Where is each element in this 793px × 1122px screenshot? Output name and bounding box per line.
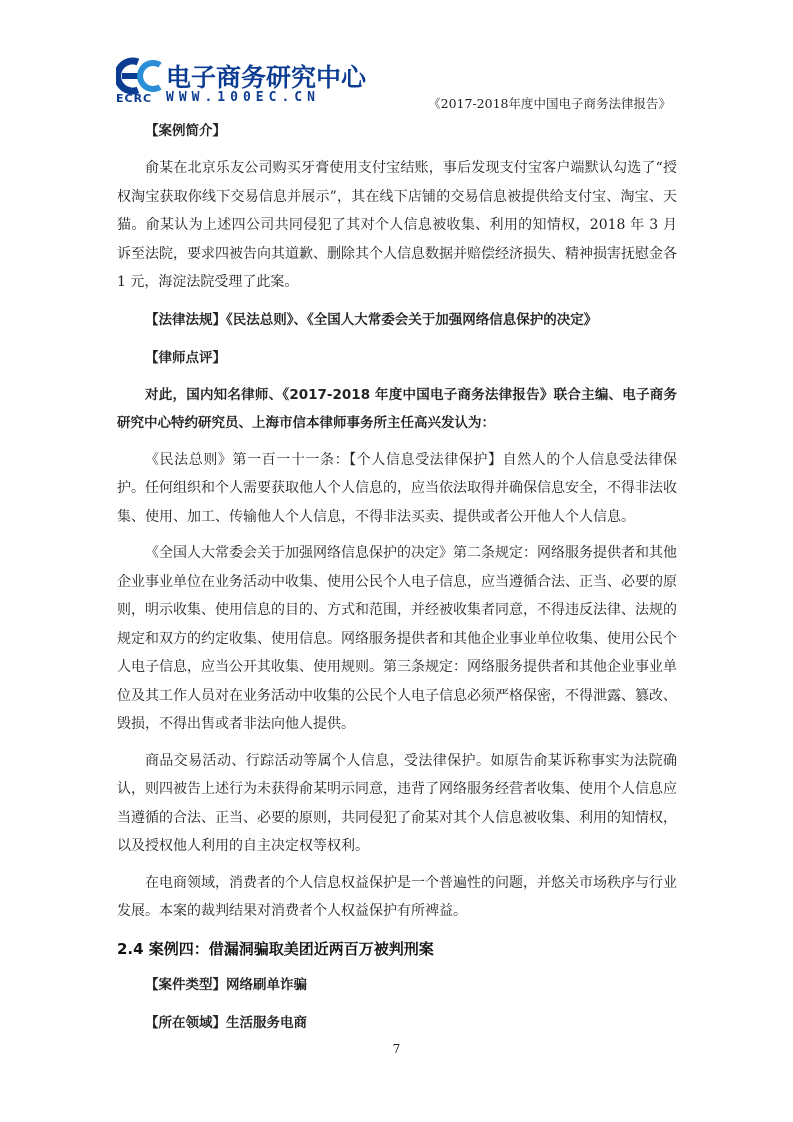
lawyer-comment-label: 【律师点评】 (145, 349, 226, 366)
document-body (117, 116, 677, 1038)
domain-label: 【所在领域】生活服务电商 (145, 1014, 307, 1031)
page-number: 7 (392, 1042, 401, 1056)
page-header (0, 0, 793, 115)
lawyer-comment-intro: 对此，国内知名律师、《2017-2018 年度中国电子商务法律报告》联合主编、电子商务研究中心特约研究员、上海市信本律师事务所主任高兴发认为： (117, 386, 677, 431)
comment-paragraph-1: 《民法总则》第一百一十一条：【个人信息受法律保护】自然人的个人信息受法律保护。任何组织和个人需要获取他人个人信息的，应当依法取得并确保信息安全，不得非法收集、使用、加工、传输他人个人信息，不得非法买卖、提供或者公开他人个人信息。 (117, 451, 677, 525)
brand-url: WWW.100EC.CN (166, 90, 320, 105)
section-heading: 2.4 案例四：借漏洞骗取美团近两百万被判刑案 (117, 939, 434, 958)
ecrc-logo (116, 56, 376, 108)
case-intro-label: 【案例简介】 (145, 123, 226, 139)
comment-paragraph-3: 商品交易活动、行踪活动等属个人信息，受法律保护。如原告俞某诉称事实为法院确认，则四被告上述行为未获得俞某明示同意，违背了网络服务经营者收集、使用个人信息应当遵循的合法、正当、必要的原则，共同侵犯了俞某对其个人信息被收集、利用的知情权，以及授权他人利用的自主决定权等权利。 (117, 752, 677, 854)
comment-paragraph-2: 《全国人大常委会关于加强网络信息保护的决定》第二条规定：网络服务提供者和其他企业事业单位在业务活动中收集、使用公民个人电子信息，应当遵循合法、正当、必要的原则，明示收集、使用信息的目的、方式和范围，并经被收集者同意，不得违反法律、法规的规定和双方的约定收集、使用信息。网络服务提供者和其他企业事业单位收集、使用公民个人电子信息，应当公开其收集、使用规则。第三条规定：网络服务提供者和其他企业事业单位及其工作人员对在业务活动中收集的公民个人电子信息必须严格保密，不得泄露、篡改、毁损，不得出售或者非法向他人提供。 (117, 545, 677, 732)
report-title: 《2017-2018年度中国电子商务法律报告》 (428, 96, 671, 111)
case-type-label: 【案件类型】网络刷单诈骗 (145, 976, 307, 993)
comment-paragraph-4: 在电商领域，消费者的个人信息权益保护是一个普遍性的问题，并悠关市场秩序与行业发展。本案的裁判结果对消费者个人权益保护有所裨益。 (117, 874, 677, 919)
brand-name: 电子商务研究中心 (166, 63, 367, 92)
laws-label: 【法律法规】《民法总则》、《全国人大常委会关于加强网络信息保护的决定》 (145, 311, 598, 328)
ec-logo-icon (116, 56, 164, 96)
brand-abbr: ECRC (116, 92, 153, 105)
case-intro-text: 俞某在北京乐友公司购买牙膏使用支付宝结账，事后发现支付宝客户端默认勾选了“授权淘宝获取你线下交易信息并展示”，其在线下店铺的交易信息被提供给支付宝、淘宝、天猫。俞某认为上述四公司共同侵犯了其对个人信息被收集、利用的知情权，2018 年 3 月诉至法院，要求四被告向其道歉、删除其个人信息数据并赔偿经济损失、精神损害抚慰金各 1 元，海淀法院受理了此案。 (117, 160, 677, 290)
